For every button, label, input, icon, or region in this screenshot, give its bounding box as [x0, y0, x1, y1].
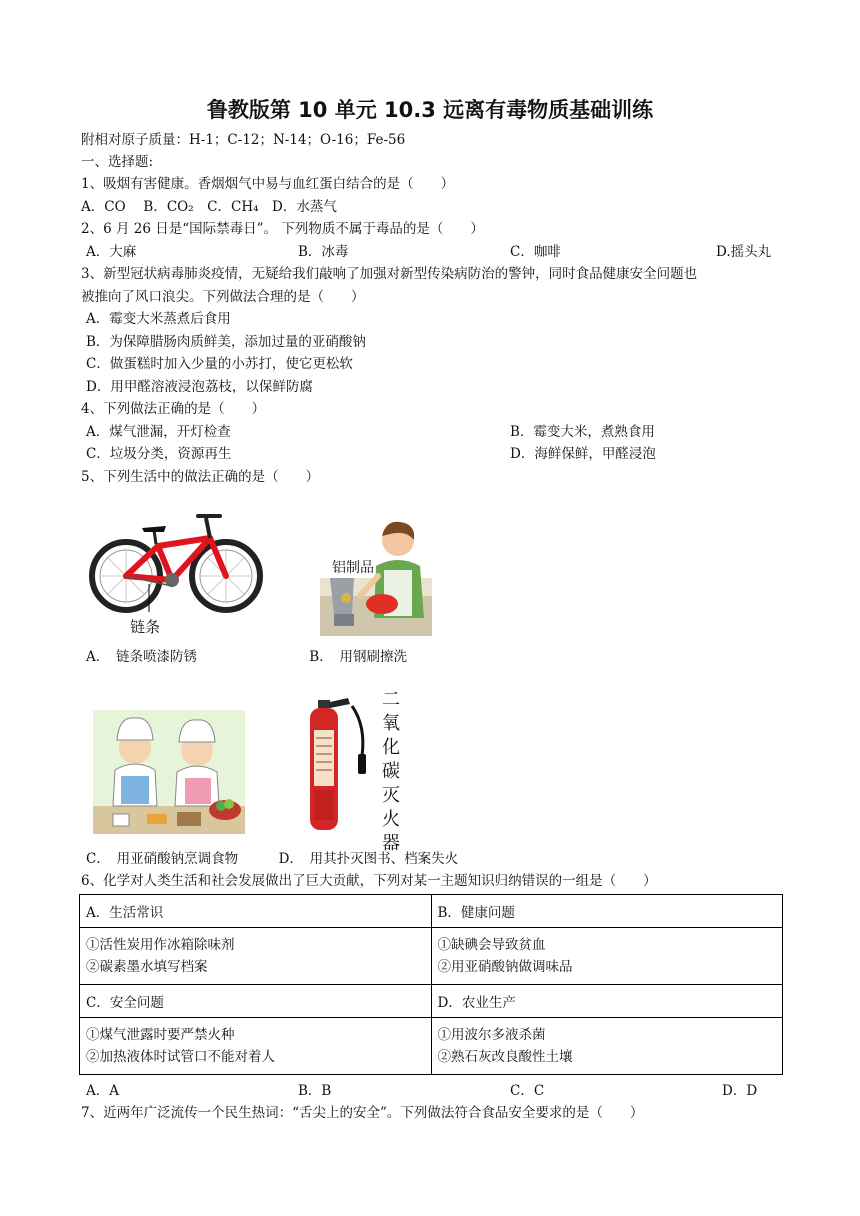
q3-option-b: B．为保障腊肠肉质鲜美，添加过量的亚硝酸钠	[86, 334, 366, 350]
q3-option-d: D．用甲醛溶液浸泡荔枝，以保鲜防腐	[86, 379, 313, 395]
q4-option-c: C．垃圾分类，资源再生	[86, 446, 232, 462]
q4-stem: 4、下列做法正确的是（ ）	[81, 401, 266, 417]
table-line: ②熟石灰改良酸性土壤	[437, 1049, 573, 1065]
page-title: 鲁教版第 10 单元 10.3 远离有毒物质基础训练	[206, 98, 654, 122]
q4-option-b: B．霉变大米，煮熟食用	[510, 424, 655, 440]
bicycle-image	[86, 494, 266, 640]
aluminum-label: 铝制品	[332, 557, 374, 577]
q2-option-b: B．冰毒	[298, 244, 349, 260]
q2-option-d: D.摇头丸	[716, 244, 772, 260]
table-cell-d-content	[431, 1018, 783, 1075]
table-cell-c-content	[80, 1018, 432, 1075]
q1-options: A．CO B．CO₂ C．CH₄ D．水蒸气	[81, 199, 337, 215]
q6-option-b: B．B	[298, 1083, 332, 1099]
q5-stem: 5、下列生活中的做法正确的是（ ）	[81, 469, 320, 485]
q3-stem-line2: 被推向了风口浪尖。下列做法合理的是（ ）	[81, 289, 365, 305]
q4-option-d: D．海鲜保鲜，甲醛浸泡	[510, 446, 656, 462]
q6-stem: 6、化学对人类生活和社会发展做出了巨大贡献，下列对某一主题知识归纳错误的一组是（ ）	[81, 873, 657, 889]
chain-label: 链条	[130, 618, 161, 636]
q3-stem-line1: 3、新型冠状病毒肺炎疫情，无疑给我们敲响了加强对新型传染病防治的警钟，同时食品健康安全问题也	[81, 266, 698, 282]
table-line: ①缺碘会导致贫血	[437, 937, 546, 953]
table-cell-a-title: A．生活常识	[80, 895, 432, 928]
q2-option-a: A．大麻	[86, 244, 137, 260]
table-cell-d-title: D．农业生产	[431, 985, 783, 1018]
table-line: ②碳素墨水填写档案	[86, 959, 208, 975]
q7-stem: 7、近两年广泛流传一个民生热词：“舌尖上的安全”。下列做法符合食品安全要求的是（ ）	[81, 1105, 644, 1121]
fire-extinguisher-image	[300, 686, 378, 836]
section-heading: 一、选择题:	[81, 154, 154, 170]
q6-option-a: A．A	[86, 1083, 119, 1099]
atomic-mass-note: 附相对原子质量：H-1；C-12；N-14；O-16；Fe-56	[81, 132, 406, 148]
q4-option-a: A．煤气泄漏，开灯检查	[86, 424, 231, 440]
washing-image	[320, 518, 432, 636]
table-line: ①煤气泄露时要严禁火种	[86, 1027, 235, 1043]
q6-option-c: C．C	[510, 1083, 545, 1099]
table-line: ②加热液体时试管口不能对着人	[86, 1049, 275, 1065]
q3-option-a: A．霉变大米蒸煮后食用	[86, 311, 231, 327]
extinguisher-label: 二氧化碳灭火器	[382, 689, 400, 854]
q5-options-ab: A． 链条喷漆防锈 B． 用钢刷擦洗	[86, 649, 407, 665]
table-cell-b-content	[431, 928, 783, 985]
cooking-image	[93, 710, 245, 834]
table-cell-b-title: B．健康问题	[431, 895, 783, 928]
table-line: ①用波尔多液杀菌	[437, 1027, 546, 1043]
q1-stem: 1、吸烟有害健康。香烟烟气中易与血红蛋白结合的是（ ）	[81, 176, 455, 192]
q5-options-cd: C． 用亚硝酸钠烹调食物 D． 用其扑灭图书、档案失火	[86, 851, 459, 867]
q6-option-d: D．D	[722, 1083, 758, 1099]
q2-option-c: C．咖啡	[510, 244, 561, 260]
q3-option-c: C．做蛋糕时加入少量的小苏打，使它更松软	[86, 356, 353, 372]
table-cell-c-title: C．安全问题	[80, 985, 432, 1018]
table-line: ②用亚硝酸钠做调味品	[437, 959, 573, 975]
table-line: ①活性炭用作冰箱除味剂	[86, 937, 235, 953]
q2-stem: 2、6 月 26 日是“国际禁毒日”。 下列物质不属于毒品的是（ ）	[81, 221, 484, 237]
knowledge-table	[79, 894, 783, 1075]
table-cell-a-content	[80, 928, 432, 985]
